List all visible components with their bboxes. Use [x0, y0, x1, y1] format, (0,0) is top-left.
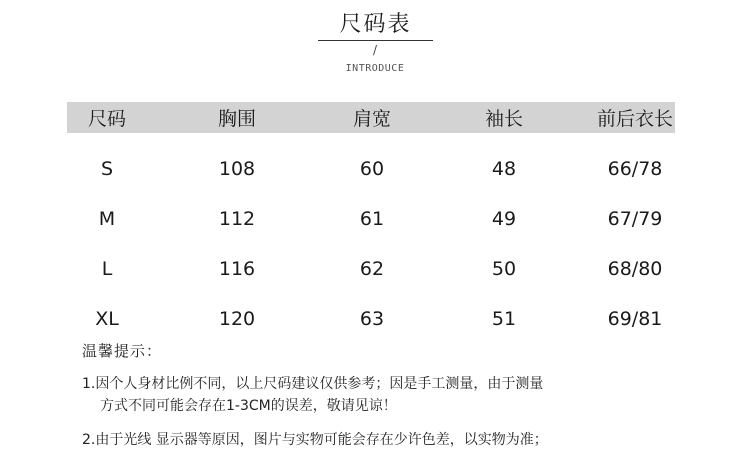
table-row — [67, 194, 675, 244]
page-title: 尺码表 — [339, 12, 412, 37]
chest-cell: 112 — [218, 208, 256, 230]
shoulder-cell: 62 — [359, 258, 385, 280]
chest-cell: 120 — [218, 308, 256, 330]
title-underline — [318, 40, 433, 41]
sleeve-cell: 51 — [491, 308, 517, 330]
size-cell: M — [98, 208, 116, 230]
tip-item-measurement — [82, 373, 722, 417]
page-header — [0, 0, 750, 80]
tip-text-continued: 方式不同可能会存在1-3CM的误差，敬请见谅！ — [100, 398, 397, 414]
tips-heading: 温馨提示： — [82, 342, 163, 360]
length-cell: 66/78 — [607, 158, 663, 180]
size-cell: L — [101, 258, 113, 280]
column-header-chest: 胸围 — [217, 108, 256, 130]
sleeve-cell: 49 — [491, 208, 517, 230]
page-subtitle: INTRODUCE — [345, 63, 405, 74]
chest-cell: 108 — [218, 158, 256, 180]
shoulder-cell: 60 — [359, 158, 385, 180]
size-cell: S — [100, 158, 114, 180]
tip-text: 1.因个人身材比例不同，以上尺码建议仅供参考；因是手工测量，由于测量 — [82, 376, 544, 392]
shoulder-cell: 61 — [359, 208, 385, 230]
column-header-shoulder: 肩宽 — [352, 108, 391, 130]
column-header-length: 前后衣长 — [596, 108, 673, 130]
column-header-size: 尺码 — [87, 108, 126, 130]
table-row — [67, 144, 675, 194]
size-table — [67, 102, 675, 344]
tip-item-color — [82, 429, 722, 451]
table-row — [67, 244, 675, 294]
tips-section — [82, 340, 722, 451]
decorative-slash: / — [372, 43, 378, 57]
table-header-row — [67, 102, 675, 133]
tip-text: 2.由于光线 显示器等原因，图片与实物可能会存在少许色差，以实物为准； — [82, 432, 548, 448]
sleeve-cell: 48 — [491, 158, 517, 180]
chest-cell: 116 — [218, 258, 256, 280]
sleeve-cell: 50 — [491, 258, 517, 280]
size-cell: XL — [95, 308, 119, 330]
table-body — [67, 133, 675, 344]
length-cell: 69/81 — [607, 308, 663, 330]
table-row — [67, 294, 675, 344]
shoulder-cell: 63 — [359, 308, 385, 330]
length-cell: 67/79 — [607, 208, 663, 230]
column-header-sleeve: 袖长 — [484, 108, 523, 130]
length-cell: 68/80 — [607, 258, 663, 280]
